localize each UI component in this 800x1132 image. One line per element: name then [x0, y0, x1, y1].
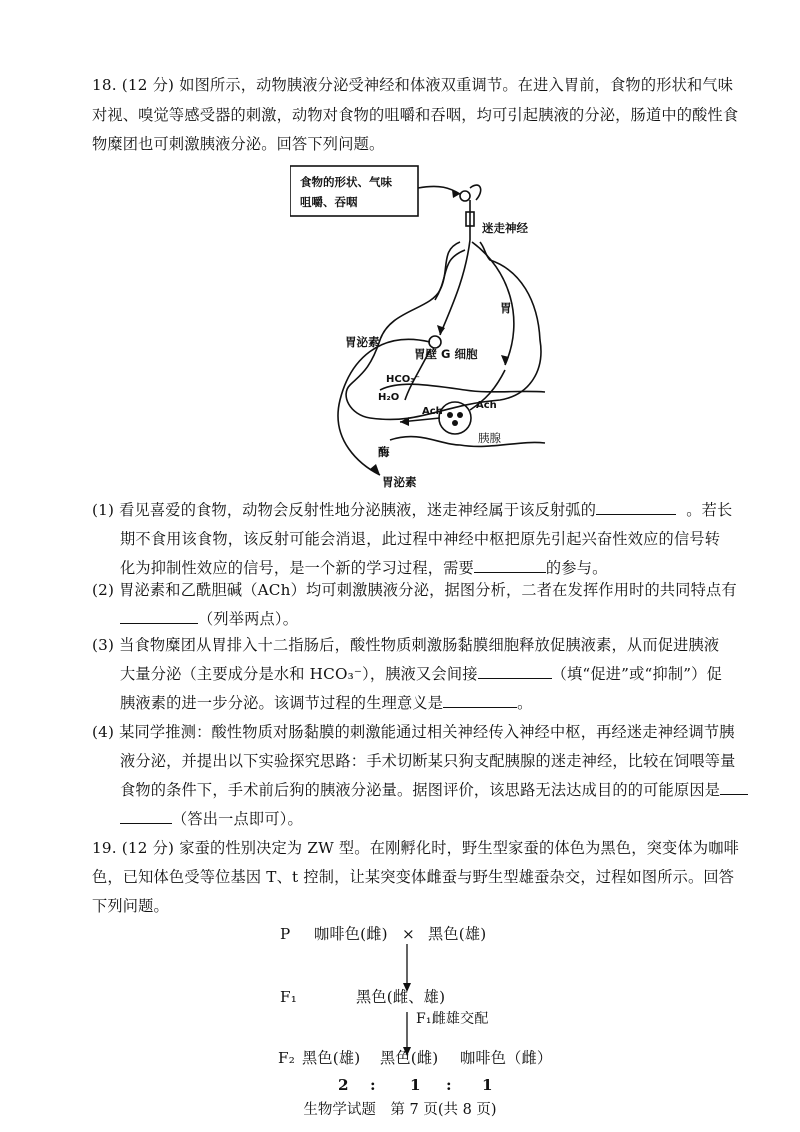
q18-sub3-text-b: （填“促进”或“抑制”）促: [551, 665, 722, 683]
f2-black-female: 黑色(雌): [380, 1049, 439, 1067]
enzyme-label: 酶: [378, 445, 390, 459]
page-footer: 生物学试题 第 7 页(共 8 页): [303, 1102, 497, 1118]
p-male: 黑色(雄): [428, 925, 487, 943]
q18-sub4-text-b: （答出一点即可）。: [172, 810, 303, 828]
box-line1: 食物的形状、气味: [300, 175, 392, 189]
f1-label: F₁: [280, 988, 298, 1006]
q19-intro-line1: 19. (12 分) 家蚕的性别决定为 ZW 型。在刚孵化时，野生型家蚕的体色为黑色，突变体为咖啡: [92, 839, 739, 857]
q18-sub4-text-a: 食物的条件下，手术前后狗的胰液分泌量。据图评价，该思路无法达成目的的可能原因是: [120, 781, 721, 799]
hco3-label: HCO₃⁻: [386, 374, 420, 385]
q18-sub4-line2: 液分泌，并提出以下实验探究思路：手术切断某只狗支配胰腺的迷走神经，比较在饲喂等量: [120, 752, 736, 770]
q18-intro-line3: 物糜团也可刺激胰液分泌。回答下列问题。: [92, 135, 385, 153]
q18-sub3-line1: (3) 当食物糜团从胃排入十二指肠后，酸性物质刺激肠黏膜细胞释放促胰液素，从而促进胰液: [92, 636, 720, 654]
q18-sub1-text-b: 。若长: [686, 501, 733, 519]
ratio-2: 1: [410, 1076, 421, 1094]
cross-symbol: ×: [402, 925, 415, 943]
q18-sub1-line2: 期不食用该食物，该反射可能会消退，此过程中神经中枢把原先引起兴奋性效应的信号转: [120, 530, 721, 548]
pancreas-label: 胰腺: [478, 431, 501, 445]
q19-intro-line2: 色，已知体色受等位基因 T、t 控制，让某突变体雌蚕与野生型雄蚕杂交，过程如图所示。回答: [92, 868, 735, 886]
ratio-3: 1: [482, 1076, 493, 1094]
f2-label: F₂: [278, 1049, 296, 1067]
ach-label-2: Ach: [476, 400, 497, 411]
q18-intro-line1: 18. (12 分) 如图所示，动物胰液分泌受神经和体液双重调节。在进入胃前，食物的形状和气味: [92, 76, 734, 94]
ach-label-1: Ach: [422, 406, 443, 417]
q18-sub3-text-d: 。: [517, 694, 533, 712]
q19-intro-line3: 下列问题。: [92, 897, 169, 915]
ratio-1: 2: [338, 1076, 349, 1094]
q18-sub1-text-a: (1) 看见喜爱的食物，动物会反射性地分泌胰液，迷走神经属于该反射弧的: [92, 501, 597, 519]
q18-sub1-text-c: 化为抑制性效应的信号，是一个新的学习过程，需要: [120, 559, 474, 577]
q18-sub2-text: （列举两点）。: [198, 610, 299, 628]
f2-coffee-female: 咖啡色（雌）: [460, 1049, 553, 1067]
vagus-label: 迷走神经: [482, 221, 528, 235]
q18-sub1-text-d: 的参与。: [545, 559, 608, 577]
g-cell-label: 胃壁 G 细胞: [414, 347, 478, 361]
q18-sub4-line1: (4) 某同学推测：酸性物质对肠黏膜的刺激能通过相关神经传入神经中枢，再经迷走神经调节胰: [92, 723, 735, 741]
p-label: P: [280, 925, 291, 943]
q18-sub3-text-a: 大量分泌（主要成分是水和 HCO₃⁻），胰液又会间接: [120, 665, 478, 683]
box-line2: 咀嚼、吞咽: [300, 195, 358, 209]
p-female: 咖啡色(雌): [314, 925, 388, 943]
f1-phenotype: 黑色(雌、雄): [356, 988, 446, 1006]
f2-black-male: 黑色(雄): [302, 1049, 361, 1067]
stomach-label: 胃: [500, 301, 512, 315]
ratio-colon-1: :: [370, 1076, 376, 1094]
f1-intercross: F₁雌雄交配: [416, 1011, 489, 1027]
q18-sub3-text-c: 胰液素的进一步分泌。该调节过程的生理意义是: [120, 694, 444, 712]
ratio-colon-2: :: [446, 1076, 452, 1094]
h2o-label: H₂O: [378, 392, 400, 403]
gastrin-label-2: 胃泌素: [382, 475, 417, 489]
q18-intro-line2: 对视、嗅觉等感受器的刺激，动物对食物的咀嚼和吞咽，均可引起胰液的分泌，肠道中的酸性食: [92, 106, 739, 124]
q18-sub2-line1: (2) 胃泌素和乙酰胆碱（ACh）均可刺激胰液分泌，据图分析，二者在发挥作用时的共同特点有: [92, 581, 737, 599]
gastrin-label: 胃泌素: [345, 335, 380, 349]
